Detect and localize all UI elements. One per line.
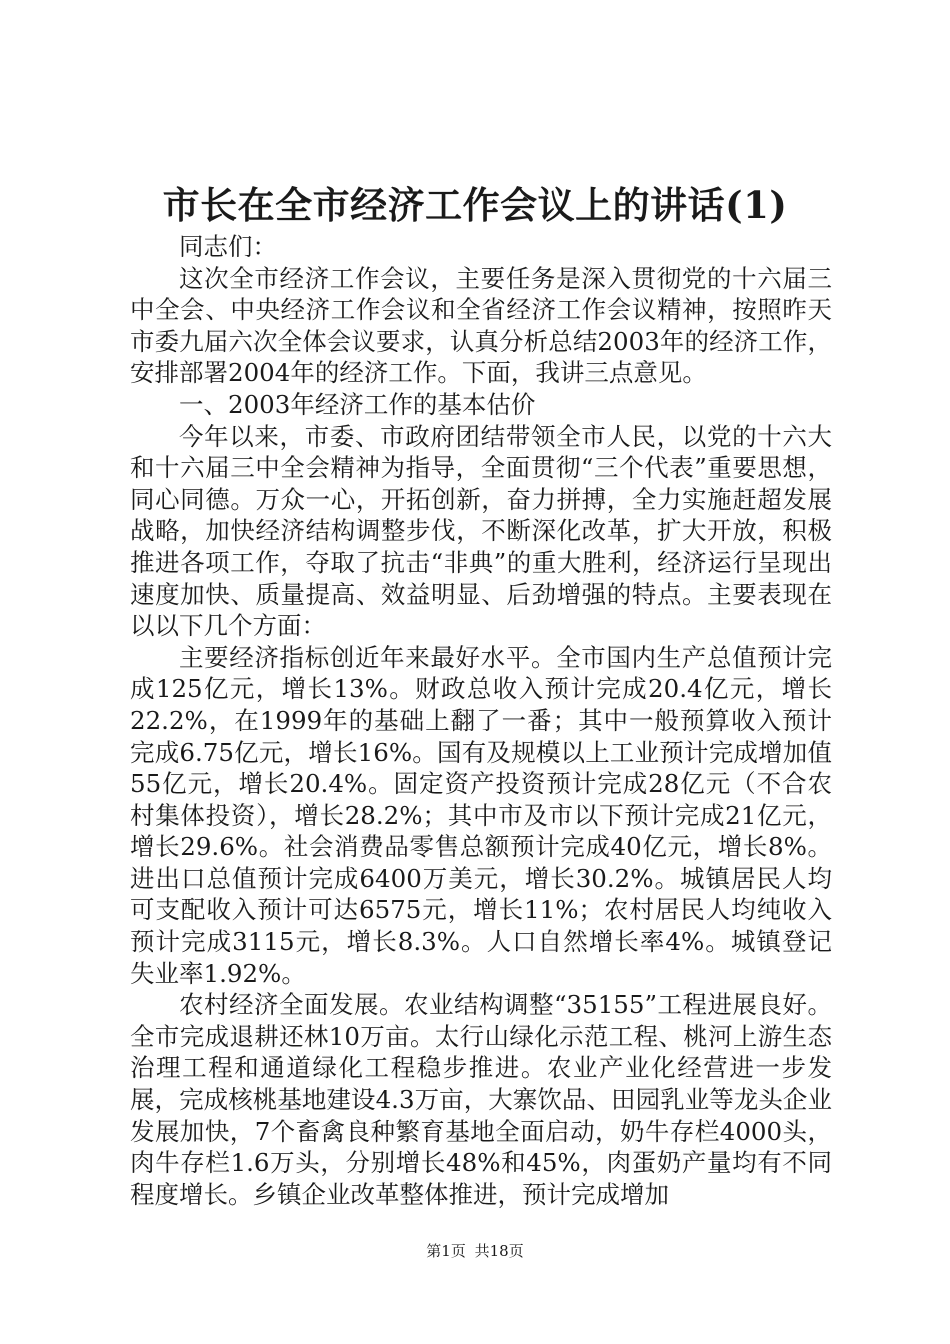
page-number: 第1页 bbox=[426, 1242, 466, 1260]
salutation: 同志们： bbox=[179, 232, 277, 261]
paragraph: 农村经济全面发展。农业结构调整“35155”工程进展良好。全市完成退耕还林10万亩。太行山绿化示范工程、桃河上游生态治理工程和通道绿化工程稳步推进。农业产业化经营进一步发展，完成核桃基地建设4.3万亩，大寨饮品、田园乳业等龙头企业发展加快，7个畜禽良种繁育基地全面启动，奶牛存栏4000头，肉牛存栏1.6万头，分别增长48%和45%，肉蛋奶产量均有不同程度增长。乡镇企业改革整体推进，预计完成增加 bbox=[130, 990, 832, 1209]
page-total: 共18页 bbox=[474, 1242, 524, 1260]
document-title: 市长在全市经济工作会议上的讲话(1) bbox=[162, 183, 788, 227]
paragraph: 这次全市经济工作会议，主要任务是深入贯彻党的十六届三中全会、中央经济工作会议和全省经济工作会议精神，按照昨天市委九届六次全体会议要求，认真分析总结2003年的经济工作，安排部署2004年的经济工作。下面，我讲三点意见。 bbox=[130, 263, 832, 388]
document-body bbox=[130, 231, 832, 1210]
paragraph: 主要经济指标创近年来最好水平。全市国内生产总值预计完成125亿元，增长13%。财政总收入预计完成20.4亿元，增长22.2%，在1999年的基础上翻了一番；其中一般预算收入预计完成6.75亿元，增长16%。国有及规模以上工业预计完成增加值55亿元，增长20.4%。固定资产投资预计完成28亿元（不合农村集体投资），增长28.2%；其中市及市以下预计完成21亿元，增长29.6%。社会消费品零售总额预计完成40亿元，增长8%。进出口总值预计完成6400万美元，增长30.2%。城镇居民人均可支配收入预计可达6575元，增长11%；农村居民人均纯收入预计完成3115元，增长8.3%。人口自然增长率4%。城镇登记失业率1.92%。 bbox=[130, 642, 832, 988]
paragraph: 今年以来，市委、市政府团结带领全市人民，以党的十六大和十六届三中全会精神为指导，全面贯彻“三个代表”重要思想，同心同德。万众一心，开拓创新，奋力拼搏，全力实施赶超发展战略，加快经济结构调整步伐，不断深化改革，扩大开放，积极推进各项工作，夺取了抗击“非典”的重大胜利，经济运行呈现出速度加快、质量提高、效益明显、后劲增强的特点。主要表现在以以下几个方面： bbox=[130, 421, 832, 641]
section-heading: 一、2003年经济工作的基本估价 bbox=[179, 389, 536, 419]
page-footer bbox=[0, 1241, 950, 1261]
